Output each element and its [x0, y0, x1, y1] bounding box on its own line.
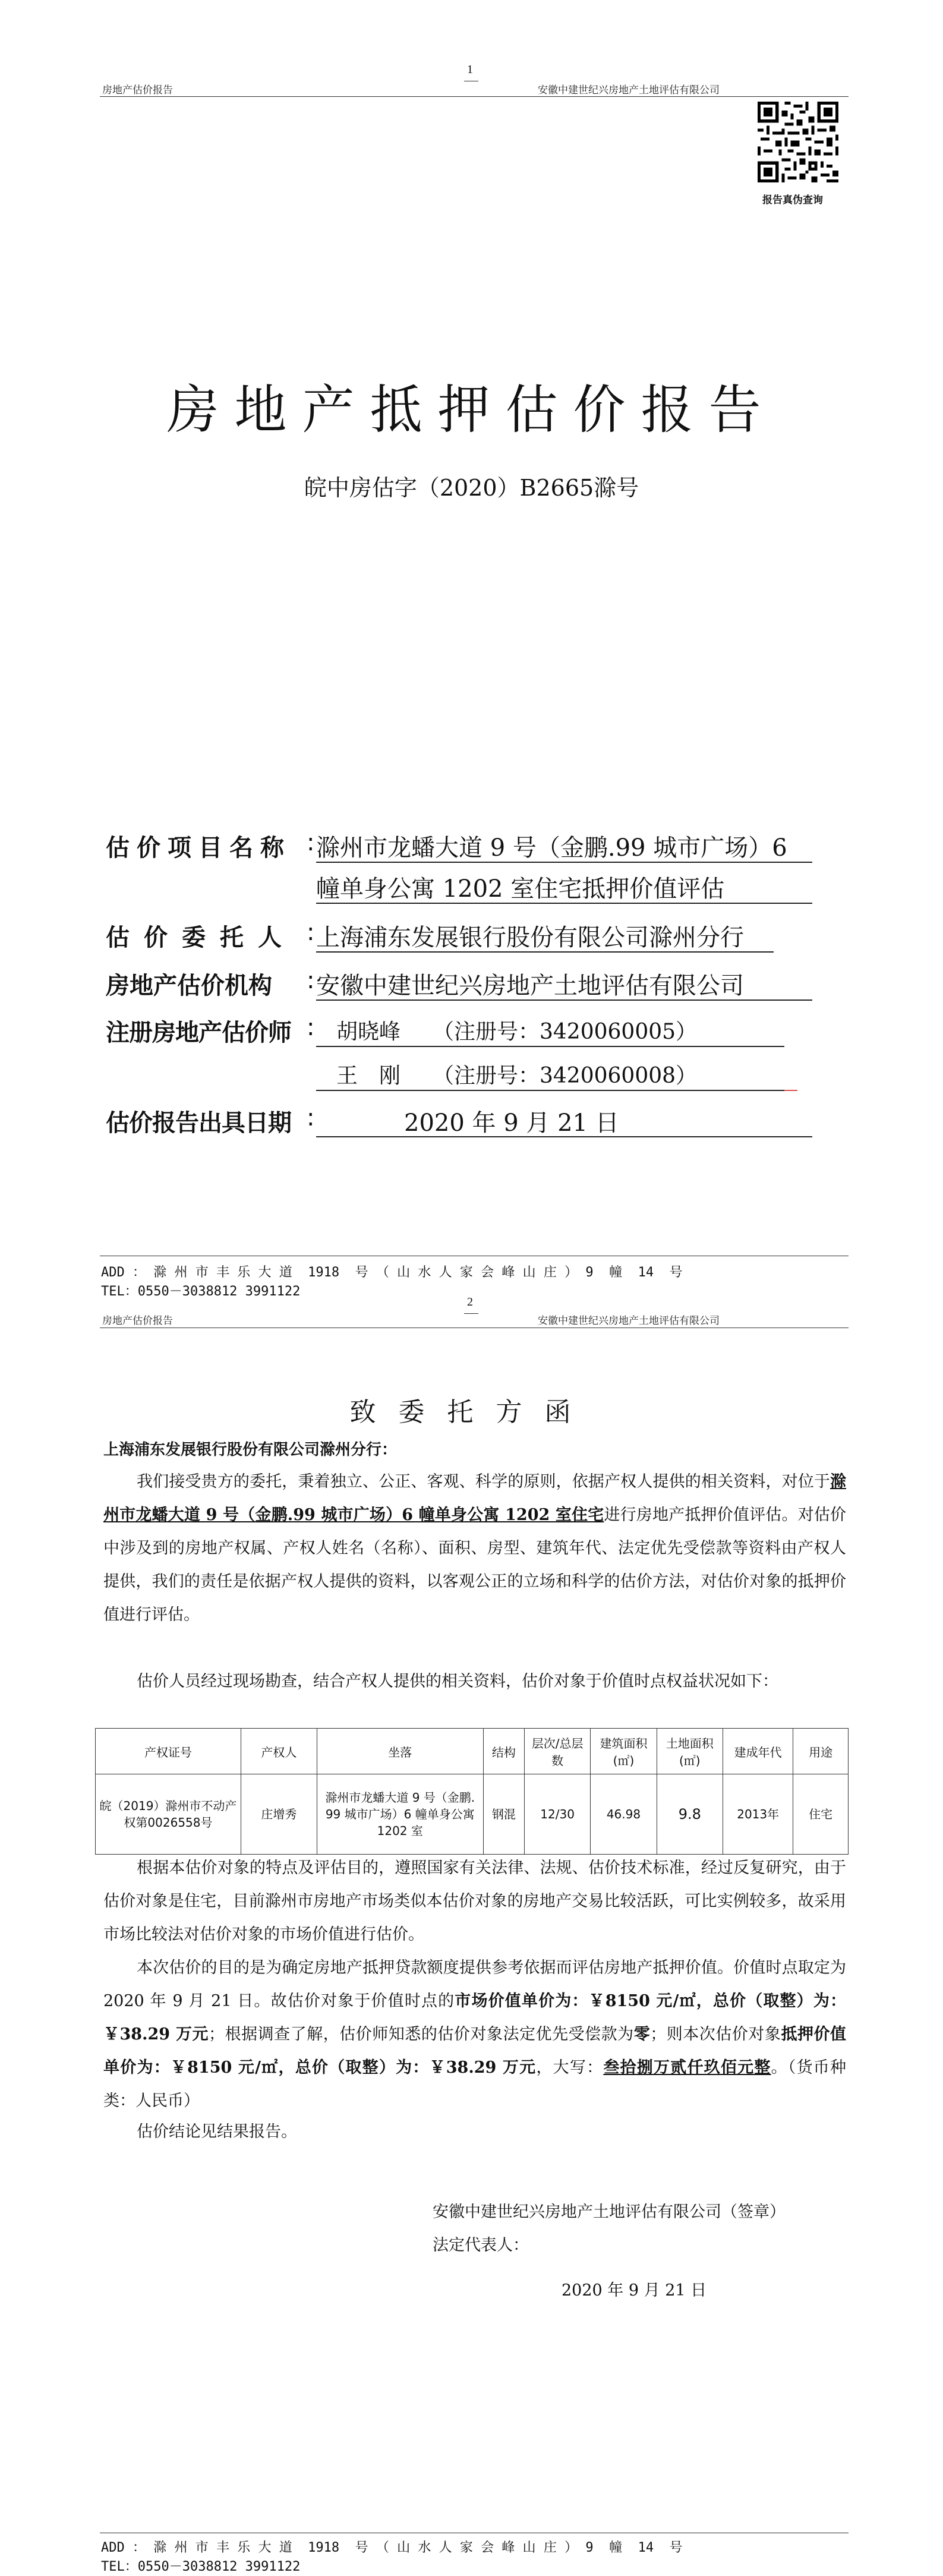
- amount-in-words: 叁拾捌万贰仟玖佰元整: [603, 2058, 771, 2077]
- header-left: 房地产估价报告: [102, 1315, 173, 1327]
- page-number-underline: [464, 1313, 478, 1314]
- field-label-date: 估价报告出具日期: [106, 1109, 291, 1137]
- table-header-row: [96, 1729, 849, 1774]
- table-header: 建筑面积(㎡): [591, 1729, 657, 1774]
- table-header: 坐落: [317, 1729, 483, 1774]
- page-number: 2: [467, 1295, 473, 1309]
- paragraph-4-text: ；则本次估价对象: [650, 2025, 781, 2044]
- field-colon: :: [307, 829, 315, 856]
- table-header: 土地面积(㎡): [657, 1729, 723, 1774]
- paragraph-2: 估价人员经过现场勘查，结合产权人提供的相关资料，估价对象于价值时点权益状况如下：: [137, 1672, 778, 1691]
- field-underline: [316, 903, 812, 904]
- table-cell: 12/30: [524, 1774, 590, 1855]
- field-value-date: 2020 年 9 月 21 日: [404, 1109, 619, 1137]
- paragraph-1: [103, 1465, 846, 1632]
- header-right: 安徽中建世纪兴房地产土地评估有限公司: [538, 1315, 720, 1327]
- qr-code[interactable]: [755, 99, 841, 185]
- field-underline-mark: [784, 1090, 797, 1091]
- footer-address: ADD ： 滁 州 市 丰 乐 大 道 1918 号 （ 山 水 人 家 会 峰 山 庄 ） 9 幢 14 号: [101, 2540, 683, 2555]
- table-cell: 滁州市龙蟠大道 9 号（金鹏. 99 城市广场）6 幢单身公寓 1202 室: [317, 1774, 483, 1855]
- header-right: 安徽中建世纪兴房地产土地评估有限公司: [538, 84, 720, 96]
- field-underline: [316, 862, 812, 863]
- field-value-project-line2: 幢单身公寓 1202 室住宅抵押价值评估: [316, 875, 725, 903]
- table-header: 层次/总层数: [524, 1729, 590, 1774]
- table-cell: 住宅: [793, 1774, 849, 1855]
- signature-date: 2020 年 9 月 21 日: [562, 2281, 707, 2300]
- field-colon: :: [307, 1104, 315, 1131]
- footer-phone: TEL：0550－3038812 3991122: [101, 2559, 301, 2574]
- signature-legal-rep: 法定代表人：: [433, 2236, 529, 2255]
- footer-address: ADD ： 滁 州 市 丰 乐 大 道 1918 号 （ 山 水 人 家 会 峰 山 庄 ） 9 幢 14 号: [101, 1265, 683, 1280]
- field-underline: [316, 1136, 812, 1137]
- letter-title: 致委托方函: [349, 1397, 594, 1427]
- document-number: 皖中房估字（2020）B2665滁号: [304, 475, 639, 501]
- table-header: 产权人: [241, 1729, 317, 1774]
- signature-company: 安徽中建世纪兴房地产土地评估有限公司（签章）: [433, 2203, 786, 2221]
- field-label-appraisers: 注册房地产估价师: [106, 1019, 291, 1046]
- field-colon: :: [307, 1014, 315, 1041]
- header-rule: [100, 96, 849, 97]
- field-underline: [316, 999, 812, 1001]
- table-header: 产权证号: [96, 1729, 241, 1774]
- field-underline: [316, 1090, 784, 1091]
- table-cell: 46.98: [591, 1774, 657, 1855]
- property-address: 滁州市龙蟠大道 9 号（金鹏.99 城市广场）6 幢单身公寓 1202 室住宅: [103, 1473, 846, 1524]
- paragraph-5: 估价结论见结果报告。: [137, 2123, 297, 2141]
- table-header: 结构: [483, 1729, 524, 1774]
- paragraph-1-text: 进行房地产抵押价值评估。对估价中涉及到的房地产权属、产权人姓名（名称）、面积、房型、建筑年代、法定优先受偿款等资料由产权人提供，我们的责任是依据产权人提供的资料，以客观公正的立场和科学的估价方法，对估价对象的抵押价值进行评估。: [103, 1506, 847, 1624]
- table-row: [96, 1774, 849, 1855]
- priority-payment: 零: [633, 2025, 651, 2044]
- field-value-appraiser-1: 胡晓峰 （注册号：3420060005）: [336, 1020, 698, 1044]
- property-rights-table: [95, 1728, 849, 1855]
- report-title: 房地产抵押估价报告: [166, 379, 777, 440]
- field-value-client: 上海浦东发展银行股份有限公司滁州分行: [316, 924, 744, 951]
- paragraph-4: [103, 1951, 846, 2118]
- paragraph-4-text: 。（货币种类：人民币）: [103, 2058, 847, 2110]
- table-cell: 皖（2019）滁州市不动产权第0026558号: [96, 1774, 241, 1855]
- field-label-agency: 房地产估价机构: [106, 972, 272, 999]
- table-header: 建成年代: [723, 1729, 793, 1774]
- paragraph-4-text: 本次估价的目的是为确定房地产抵押贷款额度提供参考依据而评估房地产抵押价值。价值时点取定为 2020 年 9 月 21 日。故估价对象于价值时点的: [103, 1959, 846, 2010]
- table-cell: 庄增秀: [241, 1774, 317, 1855]
- field-colon: :: [307, 967, 315, 994]
- table-cell: 钢混: [483, 1774, 524, 1855]
- paragraph-3: 根据本估价对象的特点及评估目的，遵照国家有关法律、法规、估价技术标准，经过反复研究，由于估价对象是住宅，目前滁州市房地产市场类似本估价对象的房地产交易比较活跃，可比实例较多，故采用市场比较法对估价对象的市场价值进行估价。: [103, 1859, 846, 1944]
- table-cell: 2013年: [723, 1774, 793, 1855]
- paragraph-1-text: 我们接受贵方的委托，秉着独立、公正、客观、科学的原则，依据产权人提供的相关资料，对位于: [137, 1473, 830, 1491]
- footer-phone: TEL：0550－3038812 3991122: [101, 1284, 301, 1299]
- market-value: 市场价值单价为：￥8150 元/㎡，总价（取整）为：￥38.29 万元: [103, 1992, 846, 2044]
- field-label-project: 估价项目名称: [106, 834, 291, 862]
- mortgage-value: 抵押价值单价为：￥8150 元/㎡，总价（取整）为：￥38.29 万元: [103, 2025, 847, 2077]
- field-value-appraiser-2: 王 刚 （注册号：3420060008）: [336, 1064, 698, 1088]
- field-underline: [316, 1046, 784, 1047]
- paragraph-4-text: ，大写：: [536, 2058, 604, 2077]
- field-label-client: 估价委托人: [106, 924, 296, 951]
- paragraph-4-text: ；根据调查了解，估价师知悉的估价对象法定优先受偿款为: [209, 2025, 634, 2044]
- letter-addressee: 上海浦东发展银行股份有限公司滁州分行：: [103, 1441, 398, 1459]
- table-header: 用途: [793, 1729, 849, 1774]
- page-number: 1: [467, 63, 473, 76]
- field-value-project-line1: 滁州市龙蟠大道 9 号（金鹏.99 城市广场）6: [316, 834, 787, 862]
- qr-caption: 报告真伪查询: [762, 194, 823, 206]
- field-underline: [316, 951, 774, 953]
- table-cell: 9.8: [657, 1774, 723, 1855]
- field-colon: :: [307, 919, 315, 946]
- field-value-agency: 安徽中建世纪兴房地产土地评估有限公司: [316, 972, 744, 999]
- header-left: 房地产估价报告: [102, 84, 173, 96]
